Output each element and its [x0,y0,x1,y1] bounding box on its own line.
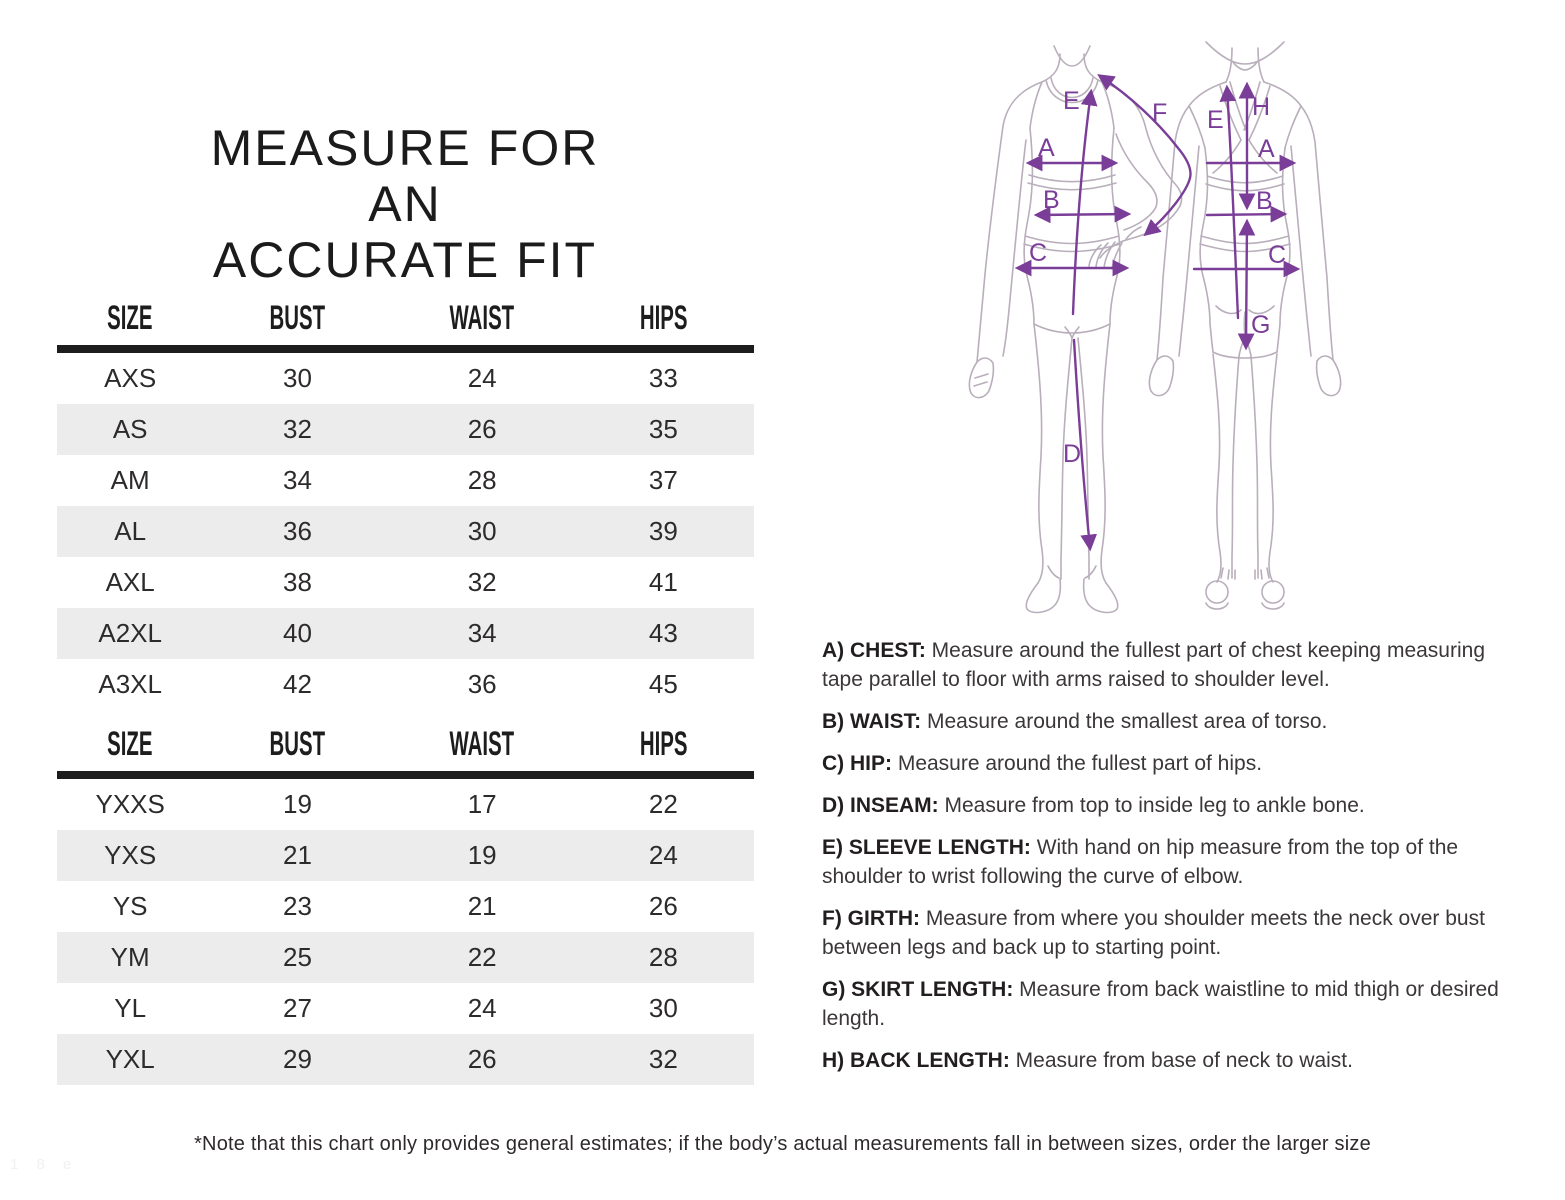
table-cell: 21 [467,891,497,921]
table-cell: 37 [648,465,678,495]
table-cell: 29 [282,1044,312,1074]
table-cell: 22 [648,789,678,819]
front-figure-illustration [969,46,1181,612]
table-cell: 24 [467,363,497,393]
diagram-label-front-e: E [1063,87,1080,115]
diagram-label-front-f: F [1152,99,1168,127]
table-row [57,1034,754,1085]
table-cell: 45 [648,669,678,699]
table-cell: AS [112,414,148,444]
adult-size-table [57,298,754,710]
instructions-list [822,636,1522,1088]
instruction-item [822,707,1522,736]
column-header-waist: WAIST [449,725,515,763]
instruction-label: B) WAIST: [822,710,927,733]
table-cell: 24 [648,840,678,870]
table-cell: 41 [648,567,678,597]
diagram-label-front-a: A [1038,134,1055,162]
table-cell: 25 [282,942,312,972]
table-row [57,881,754,932]
table-row [57,779,754,830]
table-cell: 23 [282,891,312,921]
table-cell: 19 [282,789,312,819]
table-cell: 28 [648,942,678,972]
column-header-size: SIZE [107,725,153,763]
table-cell: 43 [648,618,678,648]
table-row [57,353,754,404]
table-cell: 34 [467,618,497,648]
adult-table-body [57,353,754,710]
table-cell: YS [112,891,148,921]
table-cell: 26 [467,1044,497,1074]
table-cell: 30 [467,516,497,546]
adult-table-header [57,298,754,345]
instruction-item [822,904,1522,962]
instruction-text: Measure around the smallest area of torso. [927,710,1328,733]
instruction-label: C) HIP: [822,752,898,775]
table-cell: AL [114,516,147,546]
measurement-diagram [930,18,1400,628]
instruction-item [822,791,1522,820]
table-cell: 22 [467,942,497,972]
diagram-label-back-h: H [1252,93,1271,121]
column-header-bust: BUST [269,725,326,763]
table-cell: A2XL [98,618,162,648]
table-cell: 30 [282,363,312,393]
instruction-text: Measure from where you shoulder meets the neck over bust between legs and back up to starting point. [822,907,1485,959]
table-cell: 34 [282,465,312,495]
table-cell: AXS [104,363,157,393]
table-cell: YXL [105,1044,155,1074]
diagram-label-back-e: E [1207,106,1224,134]
table-cell: AXL [105,567,155,597]
youth-size-table [57,724,754,1085]
diagram-label-front-c: C [1029,239,1048,267]
page-title-line1: MEASURE FOR AN [210,120,600,232]
table-row [57,983,754,1034]
column-header-size: SIZE [107,299,153,337]
instruction-label: F) GIRTH: [822,907,926,930]
instruction-text: Measure around the fullest part of hips. [897,752,1263,775]
table-cell: AM [110,465,150,495]
table-cell: 32 [282,414,312,444]
table-row [57,830,754,881]
instruction-text: Measure around the fullest part of chest keeping measuring tape parallel to floor with arms raised to shoulder level. [822,639,1485,691]
page-title [170,120,640,288]
table-row [57,659,754,710]
table-cell: 26 [648,891,678,921]
table-cell: A3XL [98,669,162,699]
diagram-label-back-c: C [1268,241,1287,269]
table-cell: 26 [467,414,497,444]
instruction-text: Measure from base of neck to waist. [1015,1049,1353,1072]
table-cell: YXXS [95,789,165,819]
column-header-hips: HIPS [639,299,688,337]
instruction-label: G) SKIRT LENGTH: [822,978,1020,1001]
table-cell: 38 [282,567,312,597]
instruction-text: With hand on hip measure from the top of the shoulder to wrist following the curve of elbow. [822,836,1459,888]
table-cell: 40 [282,618,312,648]
column-header-bust: BUST [269,299,326,337]
table-cell: 39 [648,516,678,546]
instruction-label: A) CHEST: [822,639,932,662]
table-cell: YXS [104,840,157,870]
instruction-item [822,749,1522,778]
youth-table-header [57,724,754,771]
page-title-line2: ACCURATE FIT [212,232,598,288]
table-cell: 36 [282,516,312,546]
table-cell: YL [114,993,147,1023]
diagram-label-back-b: B [1256,187,1273,215]
diagram-label-front-d: D [1063,440,1082,468]
table-row [57,455,754,506]
diagram-label-front-b: B [1043,186,1060,214]
instruction-label: E) SLEEVE LENGTH: [822,836,1037,859]
instruction-item [822,636,1522,694]
table-cell: 32 [648,1044,678,1074]
table-cell: 30 [648,993,678,1023]
table-cell: 36 [467,669,497,699]
youth-table-body [57,779,754,1085]
instruction-item [822,1046,1522,1075]
instruction-item [822,975,1522,1033]
table-cell: 24 [467,993,497,1023]
table-cell: 32 [467,567,497,597]
instruction-text: Measure from back waistline to mid thigh or desired length. [822,978,1499,1030]
table-cell: 35 [648,414,678,444]
instruction-label: H) BACK LENGTH: [822,1049,1016,1072]
table-row [57,506,754,557]
table-row [57,557,754,608]
table-cell: 28 [467,465,497,495]
table-cell: 19 [467,840,497,870]
footnote: *Note that this chart only provides general estimates; if the body’s actual measurements fall in between sizes, order the larger size [194,1133,1371,1155]
column-header-hips: HIPS [639,725,688,763]
instruction-label: D) INSEAM: [822,794,945,817]
table-row [57,932,754,983]
table-cell: 27 [282,993,312,1023]
watermark: 1 8 e [10,1156,79,1173]
instruction-item [822,833,1522,891]
diagram-label-back-a: A [1258,135,1275,163]
instruction-text: Measure from top to inside leg to ankle bone. [944,794,1365,817]
table-row [57,404,754,455]
table-cell: YM [110,942,150,972]
table-row [57,608,754,659]
table-cell: 17 [467,789,497,819]
table-cell: 21 [282,840,312,870]
diagram-label-back-g: G [1251,311,1271,339]
table-cell: 42 [282,669,312,699]
table-cell: 33 [648,363,678,393]
column-header-waist: WAIST [449,299,515,337]
